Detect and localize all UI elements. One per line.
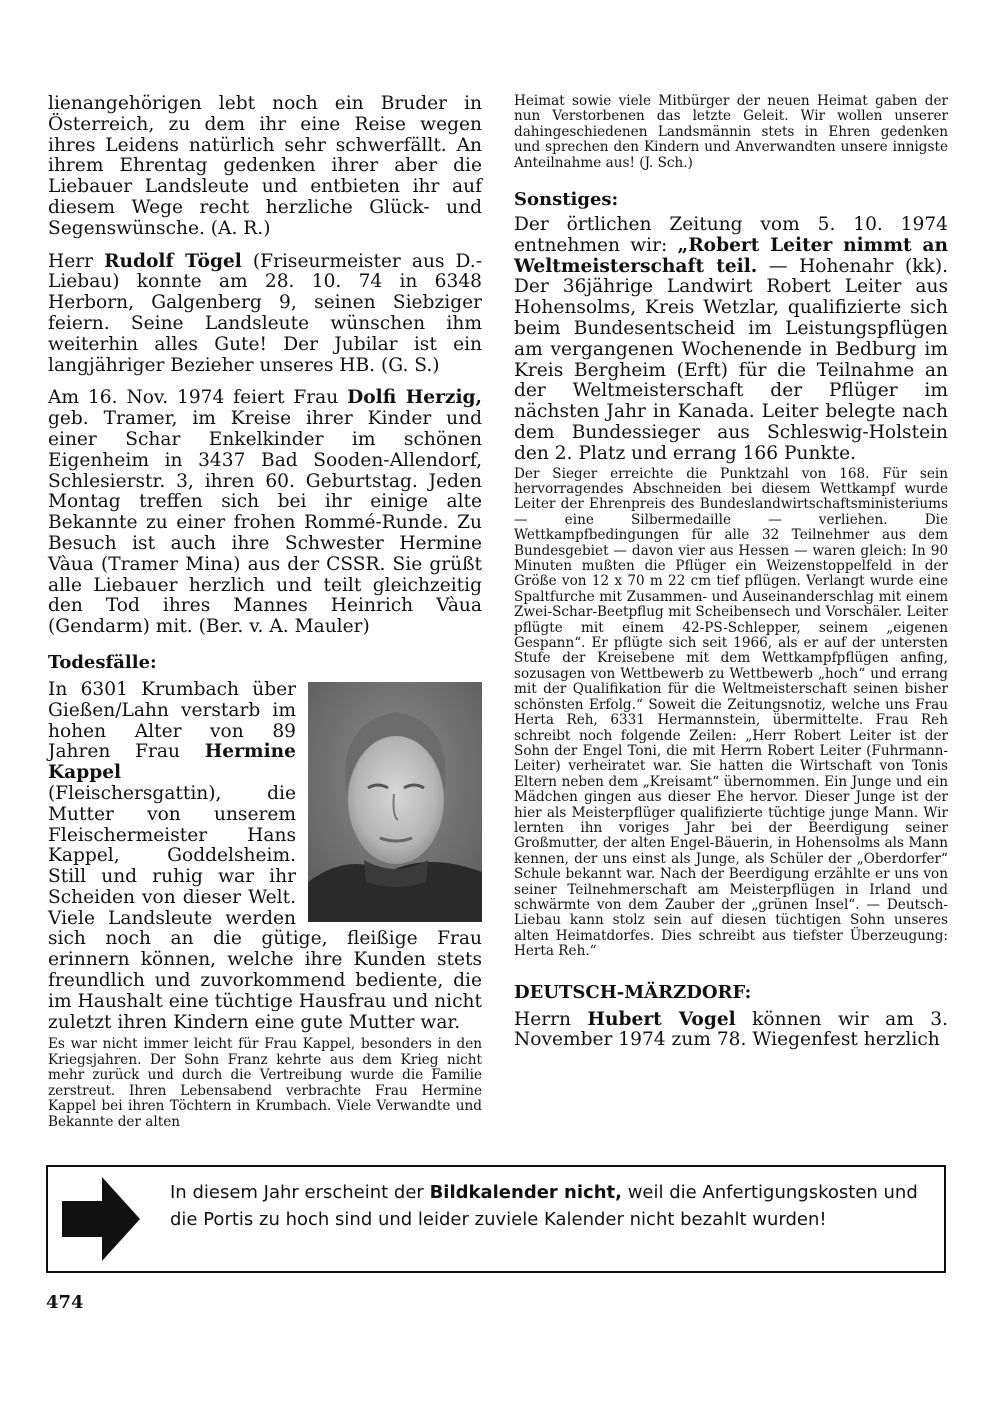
- arrow-right-icon: [58, 1173, 142, 1265]
- paragraph-kappel-small: Es war nicht immer leicht für Frau Kappel, besonders in den Kriegsjahren. Der Sohn Franz kehrte aus dem Krieg nicht mehr zurück und durch die Vertreibung wurde die Familie zerstreut. Ihren Lebensabend verbrachte Frau Hermine Kappel bei ihren Töchtern in Krumbach. Viele Verwandte und Bekannte der alten: [48, 1036, 482, 1130]
- portrait-photo: [308, 682, 482, 922]
- page-number: 474: [46, 1292, 84, 1313]
- notice-text: [170, 1179, 930, 1233]
- text-post: (Fleischersgattin), die Mutter von unserem Fleischermeister Hans Kappel, Goddelsheim. Still und ruhig war ihr Scheiden von dieser Welt. Viele Landsleute werden sich noch an die gütige, fleißige Frau erinnern können, welche ihre Kunden stets freundlich und zuvorkommend bediente, die im Haushalt eine tüchtige Hausfrau und nicht zuletzt ihren Kindern eine gute Mutter war.: [48, 782, 482, 1033]
- text-pre: Herr: [48, 250, 105, 272]
- paragraph-dolfi-herzig: [48, 388, 482, 638]
- right-column: [514, 94, 948, 1051]
- paragraph-hubert-vogel: [514, 1010, 948, 1052]
- section-heading-todesfaelle: Todesfälle:: [48, 651, 157, 673]
- text-post: (Friseurmeister aus D.-Liebau) konnte am 28. 10. 74 in 6348 Herborn, Galgenberg 9, seinen Siebziger feiern. Seine Landsleute wünschen ihm weiterhin alles Gute! Der Jubilar ist ein langjähriger Bezieher unseres HB. (G. S.): [48, 250, 482, 376]
- text-post: geb. Tramer, im Kreise ihrer Kinder und einer Schar Enkelkinder im schönen Eigenheim in 3437 Bad Sooden-Allendorf, Schlesierstr. 3, ihren 60. Geburtstag. Jeden Montag treffen sich bei ihr einige alte Bekannte zu einer frohen Rommé-Runde. Zu Besuch ist auch ihre Schwester Hermine Vàua (Tramer Mina) aus der CSSR. Sie grüßt alle Liebauer herzlich und teilt gleichzeitig den Tod ihres Mannes Heinrich Vàua (Gendarm) mit. (Ber. v. A. Mauler): [48, 408, 482, 638]
- person-name-hubert-vogel: Hubert Vogel: [587, 1008, 736, 1030]
- text-pre: Der örtlichen Zeitung vom 5. 10. 1974 entnehmen wir:: [514, 214, 948, 256]
- left-column: [48, 94, 482, 1130]
- paragraph-birthday-continued: lienangehörigen lebt noch ein Bruder in Österreich, zu dem ihr eine Reise wegen ihres Leidens natürlich sehr schwerfällt. An ihrem Ehrentag gedenken ihrer aber die Liebauer Landsleute und entbieten ihr auf diesem Wege recht herzliche Glück- und Segenswünsche. (A. R.): [48, 93, 482, 239]
- text-pre: Am 16. Nov. 1974 feiert Frau: [48, 387, 348, 409]
- text-post: können wir am 3. November 1974 zum 78. Wiegenfest herzlich: [514, 1008, 949, 1051]
- paragraph-rudolf-toegel: [48, 252, 482, 377]
- headline-robert-leiter: „Robert Leiter nimmt an Weltmeisterschaft teil.: [514, 234, 948, 277]
- text-pre: Herrn: [514, 1008, 588, 1030]
- notice-box: [46, 1165, 946, 1273]
- person-name-dolfi-herzig: Dolfi Herzig,: [347, 387, 482, 409]
- obituary-block: [48, 680, 482, 1034]
- paragraph-wettkampf-details: Der Sieger erreichte die Punktzahl von 168. Für sein hervorragendes Abschneiden bei diesem Wettkampf wurde Leiter der Ehrenpreis des Bundeslandwirtschaftsministeriums — eine Silbermedaille — verliehen. Die Wettkampfbedingungen für alle 32 Teilnehmer aus dem Bundesgebiet — davon vier aus Hessen — waren gleich: In 90 Minuten mußten die Pflüger ein Weizenstoppelfeld in der Größe von 12 x 70 m 22 cm tief pflügen. Verlangt wurde eine Spaltfurche mit Zusammen- und Auseinanderschlag mit einem Zwei-Schar-Beetpflug mit Scheibensech und Vorschäler. Leiter pflügte mit einem 42-PS-Schlepper, seinem „eigenen Gespann“. Er pflügte sich seit 1966, als er auf der untersten Stufe der Kreisebene mit dem Wettkampfpflügen anfing, sozusagen von Wettbewerb zu Wettbewerb „hoch“ und errang mit der Qualifikation für die Weltmeisterschaft seinen bisher schönsten Erfolg.“ Soweit die Zeitungsnotiz, welche uns Frau Herta Reh, 6331 Hermannstein, übermittelte. Frau Reh schreibt noch folgende Zeilen: „Herr Robert Leiter ist der Sohn der Engel Toni, die mit Herrn Robert Leiter (Fuhrmann-Leiter) verheiratet war. Sie hatten die Wirtschaft von Tonis Eltern neben dem „Kreisamt“ übernommen. Ein Junge und ein Mädchen gingen aus dieser Ehe hervor. Dieser Junge ist der hier als Meisterpflüger qualifizierte tüchtige junge Mann. Wir lernten ihn voriges Jahr bei der Beerdigung seiner Großmutter, der alten Engel-Bäuerin, in Hohensolms als Mann kennen, der uns einst als Junge, als Schüler der „Oberdorfer“ Schule bekannt war. Nach der Beerdigung erzählte er uns von seiner Teilnehmerschaft am Meisterpflügen in Irland und schwärmte von dem Zauber der „grünen Insel“. — Deutsch-Liebau kann stolz sein auf diesen tüchtigen Sohn unseres alten Heimatdorfes. Dies schreibt aus tiefster Überzeugung: Herta Reh.“: [514, 465, 948, 960]
- section-heading-deutsch-maerzdorf: DEUTSCH-MÄRZDORF:: [514, 981, 752, 1003]
- portrait-photo-image: [308, 682, 482, 922]
- person-name-rudolf-toegel: Rudolf Tögel: [104, 250, 242, 272]
- notice-bildkalender: Bildkalender nicht,: [429, 1182, 622, 1203]
- notice-text-post: weil die Anfertigungskosten und die Portis zu hoch sind und leider zuviele Kalender nicht bezahlt wurden!: [170, 1182, 918, 1230]
- section-heading-sonstiges: Sonstiges:: [514, 189, 619, 211]
- notice-text-pre: In diesem Jahr erscheint der: [170, 1182, 430, 1203]
- paragraph-robert-leiter: [514, 215, 948, 465]
- text-post: — Hohenahr (kk). Der 36jährige Landwirt Robert Leiter aus Hohensolms, Kreis Wetzlar, qualifizierte sich beim Bundesentscheid im Leistungspflügen am vergangenen Wochenende in Bedburg im Kreis Bergheim (Erft) für die Teilnahme an der Weltmeisterschaft der Pflüger im nächsten Jahr in Kanada. Leiter belegte nach dem Bundessieger aus Schleswig-Holstein den 2. Platz und errang 166 Punkte.: [514, 255, 948, 464]
- paragraph-heimat-continued: Heimat sowie viele Mitbürger der neuen Heimat gaben der nun Verstorbenen das letzte Geleit. Wir wollen unserer dahingeschiedenen Landsmännin stets in Ehren gedenken und sprechen den Kindern und Anverwandten unsere innigste Anteilnahme aus! (J. Sch.): [514, 93, 948, 171]
- text-pre: In 6301 Krumbach über Gießen/Lahn verstarb im hohen Alter von 89 Jahren Frau: [48, 678, 296, 763]
- person-name-hermine-kappel: Hermine Kappel: [48, 741, 296, 784]
